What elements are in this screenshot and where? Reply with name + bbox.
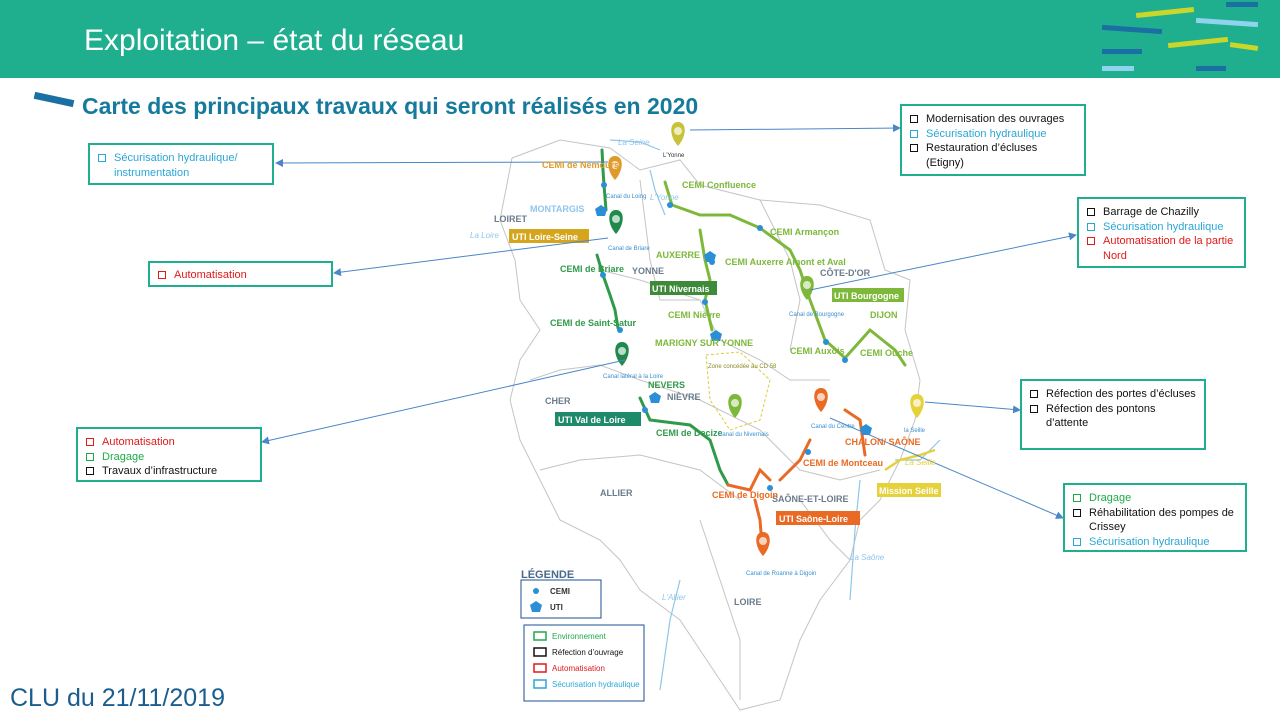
callout-text: Réfection des portes d’écluses — [1046, 388, 1196, 400]
checkbox-icon — [910, 130, 918, 138]
checkbox-icon — [1087, 237, 1095, 245]
callout-text: Automatisation — [174, 269, 247, 281]
uti-label: UTI Nivernais — [652, 284, 710, 294]
uti-pin — [910, 394, 924, 418]
cemi-label: CEMI Confluence — [682, 180, 757, 190]
canal-label: Canal de Roanne à Digoin — [746, 571, 817, 577]
callout-item — [1087, 205, 1236, 220]
river-label: L'Yonne — [650, 193, 679, 202]
callout-bourgogne — [1077, 197, 1246, 268]
legend-cemi-icon — [533, 588, 539, 594]
callout-text: Barrage de Chazilly — [1103, 206, 1199, 218]
river-label: La Seine — [618, 138, 650, 147]
river-label: La Seille — [905, 458, 936, 467]
checkbox-icon — [86, 438, 94, 446]
checkbox-icon — [1030, 405, 1038, 413]
legend-markers-box — [521, 580, 601, 618]
cemi-label: CEMI de Montceau — [803, 458, 884, 468]
region-label: NIÈVRE — [667, 392, 701, 402]
legend-category-label: Automatisation — [552, 664, 605, 673]
uti-label: UTI Bourgogne — [834, 291, 899, 301]
cemi-label: CEMI Ouche — [860, 348, 914, 358]
callout-text: Travaux d’infrastructure — [102, 465, 218, 477]
region-label: ALLIER — [600, 488, 633, 498]
checkbox-icon — [86, 453, 94, 461]
place-label: MONTARGIS — [530, 204, 585, 214]
legend-uti-icon — [530, 601, 542, 612]
uti-label: Mission Seille — [879, 486, 939, 496]
callout-briare — [148, 261, 333, 287]
callout-nemours — [88, 143, 274, 185]
legend-marker-label: UTI — [550, 603, 563, 612]
uti-pin — [671, 122, 685, 146]
canal-label: Canal latéral à la Loire — [603, 374, 664, 380]
footer-date: CLU du 21/11/2019 — [10, 684, 225, 712]
cemi-label: CEMI de Nemours — [542, 160, 620, 170]
uti-pin — [615, 342, 629, 366]
callout-text: Sécurisation hydraulique/ instrumentation — [114, 152, 238, 179]
region-label: SAÔNE-ET-LOIRE — [772, 494, 849, 504]
callout-item — [1073, 491, 1237, 506]
callout-text: Automatisation — [102, 436, 175, 448]
callout-text: Dragage — [1089, 492, 1132, 504]
cemi-label: CEMI de Briare — [560, 264, 625, 274]
region-label: CÔTE-D'OR — [820, 268, 871, 278]
page-title: Exploitation – état du réseau — [84, 24, 465, 57]
callout-item — [158, 268, 323, 283]
checkbox-icon — [98, 154, 106, 162]
uti-label: UTI Saône-Loire — [779, 514, 849, 524]
callout-text: Réhabilitation des pompes de Crissey — [1089, 506, 1234, 533]
place-label: MARIGNY SUR YONNE — [655, 338, 754, 348]
legend-category-label: Environnement — [552, 632, 606, 641]
uti-pin — [800, 276, 814, 300]
checkbox-icon — [1030, 390, 1038, 398]
callout-item — [1030, 387, 1196, 402]
cemi-label: CEMI Armançon — [770, 227, 840, 237]
legend-swatch-automatisation — [534, 664, 546, 672]
region-label: YONNE — [632, 266, 665, 276]
cemi-label: CEMI de Decize — [656, 428, 723, 438]
callout-yonne — [900, 104, 1086, 176]
river-label: L'Allier — [662, 593, 686, 602]
callout-seille — [1020, 379, 1206, 450]
callout-item — [910, 112, 1076, 127]
river-label: La Saône — [850, 553, 885, 562]
canal-label: la Seille — [904, 428, 926, 434]
uti-pin — [609, 210, 623, 234]
callout-item — [1073, 506, 1237, 535]
callout-text: Réfection des pontons d’attente — [1046, 402, 1156, 429]
cemi-label: CEMI de Digoin — [712, 490, 778, 500]
callout-loire — [76, 427, 262, 482]
callout-item — [1030, 402, 1196, 431]
callout-centre — [1063, 483, 1247, 552]
checkbox-icon — [1073, 538, 1081, 546]
callout-item — [86, 450, 252, 465]
checkbox-icon — [910, 144, 918, 152]
legend-swatch-securisation — [534, 680, 546, 688]
callout-item — [86, 464, 252, 479]
place-label: DIJON — [870, 310, 898, 320]
checkbox-icon — [1087, 223, 1095, 231]
checkbox-icon — [1073, 494, 1081, 502]
uti-pin — [756, 532, 770, 556]
checkbox-icon — [158, 271, 166, 279]
checkbox-icon — [910, 115, 918, 123]
callout-item — [98, 151, 264, 180]
canal-label: Canal du Centre — [811, 424, 855, 430]
zone-label: Zone concédée au CD 58 — [708, 364, 777, 370]
callout-item — [1087, 234, 1236, 263]
callout-text: Dragage — [102, 450, 145, 463]
cemi-label: CEMI Auxerre Amont et Aval — [725, 257, 846, 267]
uti-label: UTI Val de Loire — [558, 415, 626, 425]
callout-item — [910, 127, 1076, 142]
map-subtitle: Carte des principaux travaux qui seront réalisés en 2020 — [82, 93, 699, 119]
uti-pin — [728, 394, 742, 418]
uti-label: UTI Loire-Seine — [512, 232, 579, 242]
legend-title: LÉGENDE — [521, 569, 575, 581]
cemi-label: CEMI Auxois — [790, 346, 845, 356]
region-label: LOIRET — [494, 214, 527, 224]
cemi-label: CEMI Nièvre — [668, 310, 721, 320]
canal-label: Canal du Loing — [606, 194, 647, 200]
canal-label: Canal du Nivernais — [718, 432, 769, 438]
callout-text: Modernisation des ouvrages — [926, 113, 1065, 125]
place-label: AUXERRE — [656, 250, 701, 260]
legend-swatch-environnement — [534, 632, 546, 640]
region-label: CHER — [545, 396, 571, 406]
callout-text: Restauration d’écluses (Etigny) — [926, 142, 1038, 169]
canal-label: Canal de Bourgogne — [789, 312, 845, 318]
legend-swatch-refection — [534, 648, 546, 656]
uti-pin — [814, 388, 828, 412]
callout-item — [1087, 220, 1236, 235]
place-label: NEVERS — [648, 380, 686, 390]
arrows — [262, 128, 1076, 518]
callout-text: Automatisation de la partie Nord — [1103, 235, 1234, 262]
checkbox-icon — [86, 467, 94, 475]
canal-label: Canal de Briare — [608, 246, 650, 252]
callout-item — [1073, 535, 1237, 550]
rivers — [610, 140, 940, 690]
callout-text: Sécurisation hydraulique — [1103, 220, 1224, 233]
callout-text: Sécurisation hydraulique — [926, 127, 1047, 140]
cemi-label: CEMI de Saint-Satur — [550, 318, 637, 328]
callout-text: Sécurisation hydraulique — [1089, 535, 1210, 548]
checkbox-icon — [1087, 208, 1095, 216]
river-label: La Loire — [470, 231, 499, 240]
place-label: CHALON/ SAÔNE — [845, 437, 921, 447]
legend-category-label: Sécurisation hydraulique — [552, 680, 640, 689]
callout-item — [86, 435, 252, 450]
legend-marker-label: CEMI — [550, 587, 570, 596]
canal-label: L'Yonne — [663, 153, 685, 159]
callout-item — [910, 141, 1076, 170]
legend-category-label: Réfection d’ouvrage — [552, 648, 624, 657]
region-label: LOIRE — [734, 597, 762, 607]
checkbox-icon — [1073, 509, 1081, 517]
